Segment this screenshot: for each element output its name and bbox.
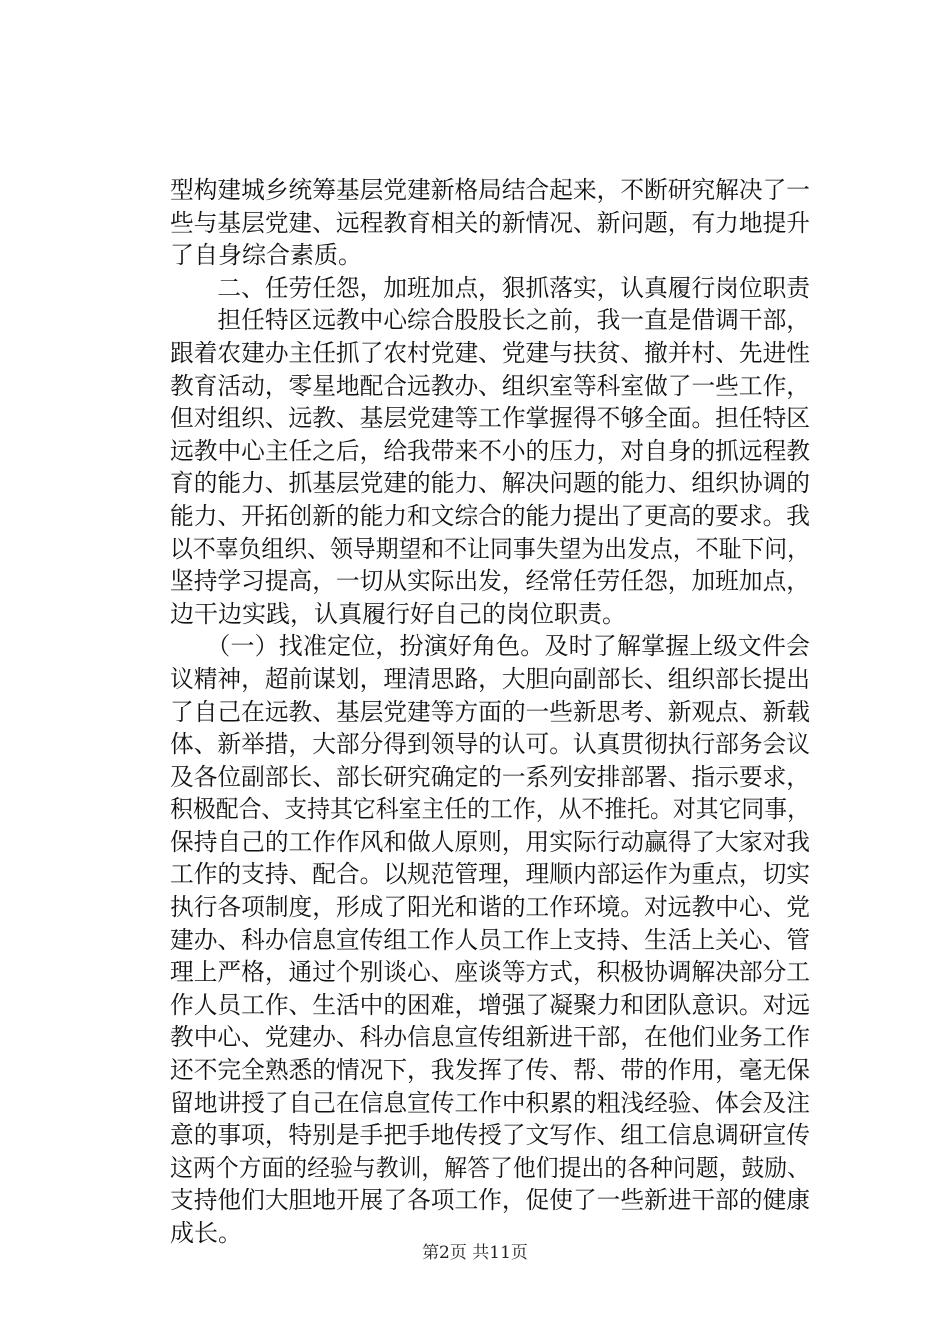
- text-line: 远教中心主任之后，给我带来不小的压力，对自身的抓远程教: [170, 436, 810, 465]
- text-line: 意的事项，特别是手把手地传授了文写作、组工信息调研宣传: [170, 1121, 810, 1150]
- text-line: 教中心、党建办、科办信息宣传组新进干部，在他们业务工作: [170, 1023, 810, 1052]
- text-line: 了自身综合素质。: [170, 241, 362, 270]
- text-line: 建办、科办信息宣传组工作人员工作上支持、生活上关心、管: [170, 925, 810, 954]
- text-line: 些与基层党建、远程教育相关的新情况、新问题，有力地提升: [170, 208, 810, 237]
- text-line: 体、新举措，大部分得到领导的认可。认真贯彻执行部务会议: [170, 730, 810, 759]
- page-footer: 第2页 共11页: [422, 1243, 528, 1263]
- text-line: 作人员工作、生活中的困难，增强了凝聚力和团队意识。对远: [170, 990, 810, 1019]
- text-line: 育的能力、抓基层党建的能力、解决问题的能力、组织协调的: [170, 469, 810, 498]
- text-line: 二、任劳任怨，加班加点，狠抓落实，认真履行岗位职责: [170, 273, 810, 302]
- text-line: 及各位副部长、部长研究确定的一系列安排部署、指示要求，: [170, 762, 810, 791]
- text-line: 成长。: [170, 1219, 242, 1247]
- text-line: 积极配合、支持其它科室主任的工作，从不推托。对其它同事，: [170, 795, 810, 824]
- text-line: 教育活动，零星地配合远教办、组织室等科室做了一些工作，: [170, 371, 810, 400]
- text-line: 还不完全熟悉的情况下，我发挥了传、帮、带的作用，毫无保: [170, 1056, 810, 1085]
- text-line: 担任特区远教中心综合股股长之前，我一直是借调干部，: [170, 306, 810, 335]
- text-line: 保持自己的工作作风和做人原则，用实际行动赢得了大家对我: [170, 827, 810, 856]
- text-line: 支持他们大胆地开展了各项工作，促使了一些新进干部的健康: [170, 1186, 810, 1215]
- text-line: 坚持学习提高，一切从实际出发，经常任劳任怨，加班加点，: [170, 567, 810, 596]
- text-line: 能力、开拓创新的能力和文综合的能力提出了更高的要求。我: [170, 501, 810, 530]
- text-line: 以不辜负组织、领导期望和不让同事失望为出发点，不耻下问，: [170, 534, 810, 563]
- text-line: 议精神，超前谋划，理清思路，大胆向副部长、组织部长提出: [170, 664, 810, 693]
- text-line: 这两个方面的经验与教训，解答了他们提出的各种问题，鼓励、: [170, 1153, 810, 1182]
- body-text: [170, 174, 810, 1250]
- text-line: 了自己在远教、基层党建等方面的一些新思考、新观点、新载: [170, 697, 810, 726]
- text-line: 边干边实践，认真履行好自己的岗位职责。: [170, 599, 626, 628]
- text-line: 理上严格，通过个别谈心、座谈等方式，积极协调解决部分工: [170, 958, 810, 987]
- text-line: 执行各项制度，形成了阳光和谐的工作环境。对远教中心、党: [170, 893, 810, 922]
- text-line: 留地讲授了自己在信息宣传工作中积累的粗浅经验、体会及注: [170, 1088, 810, 1117]
- text-line: 但对组织、远教、基层党建等工作掌握得不够全面。担任特区: [170, 404, 810, 433]
- text-line: （一）找准定位，扮演好角色。及时了解掌握上级文件会: [170, 632, 810, 661]
- text-line: 跟着农建办主任抓了农村党建、党建与扶贫、撤并村、先进性: [170, 338, 810, 367]
- text-line: 型构建城乡统筹基层党建新格局结合起来，不断研究解决了一: [170, 176, 810, 204]
- text-line: 工作的支持、配合。以规范管理，理顺内部运作为重点，切实: [170, 860, 810, 889]
